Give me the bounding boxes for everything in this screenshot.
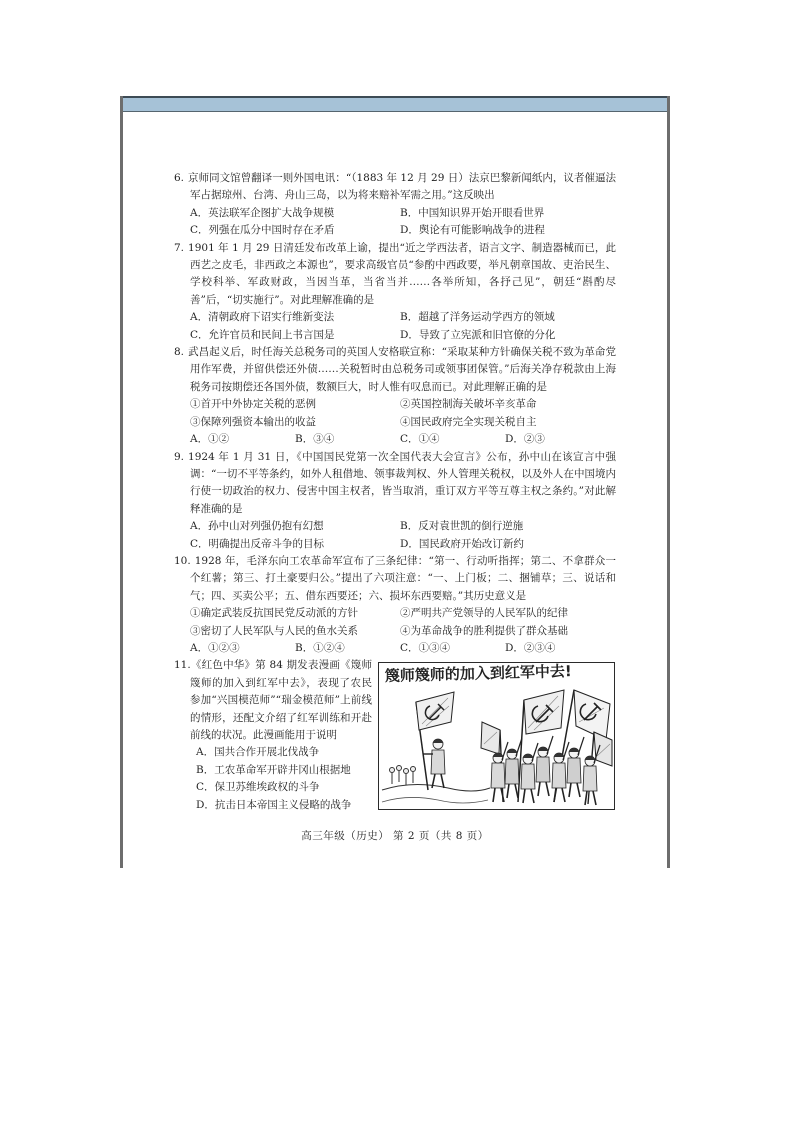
options (174, 205, 616, 240)
question-text: 京师同文馆曾翻译一则外国电讯：“（1883 年 12 月 29 日）法京巴黎新闻纸内，议者催逼法军占据琼州、台湾、舟山三岛，以为将来赔补军需之用。”这反映出 (188, 172, 616, 202)
statement-3: ③保障列强资本输出的收益 (190, 415, 316, 428)
question-number: 9. (174, 450, 185, 463)
statement-2: ②严明共产党领导的人民军队的纪律 (400, 607, 568, 620)
question-6 (174, 170, 616, 240)
question-7 (174, 240, 616, 344)
option-a: A．清朝政府下诏实行维新变法 (190, 311, 335, 324)
statement-3: ③密切了人民军队与人民的鱼水关系 (190, 624, 358, 637)
question-number: 6. (174, 172, 185, 184)
statements (174, 396, 616, 431)
option-c: C．①④ (400, 433, 440, 446)
option-a: A．①② (190, 433, 230, 446)
question-text: 1924 年 1 月 31 日，《中国国民党第一次全国代表大会宣言》公布，孙中山在该宣言中强调：“一切不平等条约，如外人租借地、领事裁判权、外人管理关税权，以及外人在中国境内行使一切政治的权力、侵害中国主权者，皆当取消，重订双方平等互尊主权之条约。”对此解释准确的是 (188, 450, 616, 515)
option-b: B．超越了洋务运动学西方的领域 (400, 311, 555, 324)
option-c: C．①③④ (400, 641, 451, 654)
question-number: 8. (174, 346, 185, 359)
cartoon-caption: 篾师篾师的加入到红军中去! (384, 662, 572, 686)
question-11 (174, 657, 616, 814)
option-d: D．②③ (505, 433, 545, 446)
options (174, 309, 616, 344)
option-d: D．②③④ (505, 641, 556, 654)
statements (174, 605, 616, 640)
question-text: 1901 年 1 月 29 日清廷发布改革上谕，提出“近之学西法者，语言文字、制造器械而已，此西艺之皮毛，非西政之本源也”，要求高级官员“参酌中西政要，举凡朝章国故、吏治民生、学校科举、军政财政，当因当革，当省当并……各举所知，各抒己见”，朝廷“斟酌尽善”后，“切实施行”。对此理解准确的是 (188, 241, 616, 306)
cartoon-illustration (378, 662, 615, 810)
option-b: B．中国知识界开始开眼看世界 (400, 206, 545, 219)
question-stem (174, 344, 616, 396)
question-stem (174, 657, 372, 744)
option-c: C．明确提出反帝斗争的目标 (190, 537, 325, 550)
question-number: 11. (174, 659, 191, 672)
option-a: A．孙中山对列强仍抱有幻想 (190, 520, 324, 533)
option-b: B．③④ (295, 433, 335, 446)
question-9 (174, 449, 616, 553)
option-a: A．英法联军企图扩大战争规模 (190, 206, 335, 219)
question-stem (174, 449, 616, 519)
statement-2: ②英国控制海关破坏辛亥革命 (400, 398, 537, 411)
options (174, 431, 616, 448)
options (174, 640, 616, 657)
statement-1: ①首开中外协定关税的恶例 (190, 398, 316, 411)
option-d: D．导致了立宪派和旧官僚的分化 (400, 328, 556, 341)
option-b: B．工农革命军开辟井冈山根据地 (196, 763, 351, 776)
question-stem (174, 170, 616, 205)
question-text: 1928 年，毛泽东向工农革命军宣布了三条纪律：“第一、行动听指挥；第二、不拿群众一个红薯；第三、打土豪要归公。”提出了六项注意：“一、上门板；二、捆铺草；三、说话和气；四、买卖公平；五、借东西要还；六、损坏东西要赔。”其历史意义是 (190, 554, 616, 602)
question-11-text-column (174, 657, 372, 814)
page-footer: 高三年级（历史） 第 2 页（共 8 页） (301, 830, 489, 842)
statement-4: ④为革命战争的胜利提供了群众基础 (400, 624, 568, 637)
option-d: D．国民政府开始改订新约 (400, 537, 524, 550)
question-text: 《红色中华》第 84 期发表漫画《篾师篾师的加入到红军中去》，表现了农民参加“兴国模范师”“瑞金模范师”上前线的情形，还配文介绍了红军训练和开赴前线的状况。此漫画能用于说明 (190, 659, 372, 741)
option-d: D．舆论有可能影响战争的进程 (400, 224, 545, 237)
option-c: C．列强在瓜分中国时存在矛盾 (190, 224, 335, 237)
option-d: D．抗击日本帝国主义侵略的战争 (196, 798, 352, 811)
option-a: A．①②③ (190, 641, 240, 654)
question-10 (174, 553, 616, 657)
question-list (174, 170, 616, 814)
options (174, 744, 372, 814)
option-c: C．允许官员和民间上书言国是 (190, 328, 335, 341)
statement-4: ④国民政府完全实现关税自主 (400, 415, 537, 428)
question-stem (174, 553, 616, 605)
statement-1: ①确定武装反抗国民党反动派的方针 (190, 607, 358, 620)
question-stem (174, 240, 616, 310)
question-number: 7. (174, 241, 185, 254)
question-number: 10. (174, 554, 191, 567)
question-8 (174, 344, 616, 448)
question-text: 武昌起义后，时任海关总税务司的英国人安格联宣称：“采取某种方针确保关税不致为革命党用作军费，并留供偿还外债……关税暂时由总税务司或领事团保管。”后海关净存税款由上海税务司按期偿还各国外债，数额巨大，时人惟有叹息而已。对此理解正确的是 (188, 346, 616, 393)
options (174, 518, 616, 553)
option-c: C．保卫苏维埃政权的斗争 (196, 781, 320, 794)
option-a: A．国共合作开展北伐战争 (196, 746, 320, 759)
option-b: B．①②④ (295, 641, 345, 654)
option-b: B．反对袁世凯的倒行逆施 (400, 520, 524, 533)
